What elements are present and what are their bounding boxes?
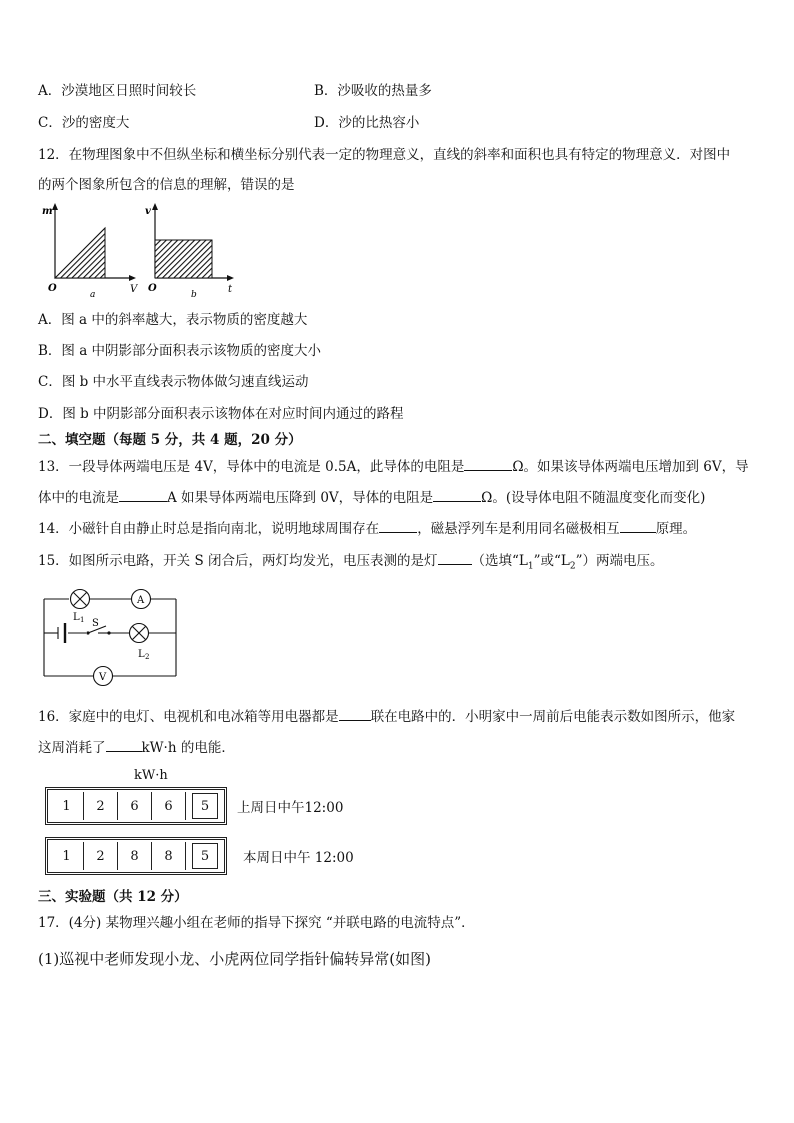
q14-blank-2[interactable] (620, 518, 656, 533)
meter-digit: 6 (152, 792, 186, 820)
q12-graphs (36, 200, 256, 300)
lamp-l2-subscript: 2 (145, 653, 150, 661)
q13-text-4: A 如果导体两端电压降到 0V，导体的电阻是 (167, 490, 434, 506)
q15-text-1: 15．如图所示电路，开关 S 闭合后，两灯均发光，电压表测的是灯 (38, 553, 438, 569)
q12-stem-line1: 12．在物理图象中不但纵坐标和横坐标分别代表一定的物理意义，直线的斜率和面积也具有特定的物理意义．对图中 (38, 147, 731, 163)
q13-blank-1[interactable] (464, 456, 512, 471)
q16-line1 (38, 706, 735, 727)
q15-blank[interactable] (438, 550, 472, 565)
graph-a-y-label: m (42, 206, 53, 217)
meter-reading-this-week (45, 837, 354, 875)
option-c: C．沙的密度大 (38, 115, 130, 131)
q14-text-2: ，磁悬浮列车是利用同名磁极相互 (417, 521, 620, 537)
meter-label: 上周日中午12:00 (237, 800, 344, 816)
q12-option-c: C．图 b 中水平直线表示物体做匀速直线运动 (38, 374, 309, 390)
q13-text-1: 13．一段导体两端电压是 4V，导体中的电流是 0.5A，此导体的电阻是 (38, 459, 465, 475)
graph-a-x-label: V (130, 284, 138, 295)
q16-text-4: kW·h 的电能． (141, 740, 235, 756)
graph-b-caption: b (191, 290, 197, 300)
q13-line1 (38, 456, 749, 477)
q16-blank-1[interactable] (339, 706, 371, 721)
meter-decimal-digit: 5 (192, 793, 218, 819)
graph-b-y-label: v (145, 206, 151, 217)
q12-stem-line2: 的两个图象所包含的信息的理解，错误的是 (38, 177, 295, 193)
q17-stem: 17．(4分) 某物理兴趣小组在老师的指导下探究 “并联电路的电流特点”． (38, 915, 475, 931)
q12-option-d: D．图 b 中阴影部分面积表示该物体在对应时间内通过的路程 (38, 406, 404, 422)
q16-blank-2[interactable] (106, 737, 142, 752)
battery-icon (58, 623, 65, 643)
meter-digit: 2 (84, 792, 118, 820)
option-d: D．沙的比热容小 (314, 115, 420, 131)
q12-option-b: B．图 a 中阴影部分面积表示该物质的密度大小 (38, 343, 322, 359)
q14-text-1: 14．小磁针自由静止时总是指向南北，说明地球周围存在 (38, 521, 380, 537)
q13-blank-3[interactable] (433, 487, 481, 502)
meter-digits-box (45, 787, 227, 825)
lamp-l2-label: L (138, 649, 145, 660)
q16-text-3: 这周消耗了 (38, 740, 106, 756)
q15-sub-1: 1 (527, 561, 534, 572)
q13-line2 (38, 487, 705, 508)
q16-line2 (38, 737, 235, 758)
q17-sub-question-1: (1)巡视中老师发现小龙、小虎两位同学指针偏转异常(如图) (38, 950, 431, 968)
meter-digit: 1 (50, 792, 84, 820)
section-2-title: 二、填空题（每题 5 分，共 4 题，20 分） (38, 432, 302, 448)
q13-text-2: Ω。如果该导体两端电压增加到 6V，导 (512, 459, 749, 475)
lamp-l1-icon (71, 590, 90, 609)
meter-reading-last-week (45, 787, 343, 825)
meter-digit: 8 (118, 842, 152, 870)
meter-label: 本周日中午 12:00 (243, 850, 354, 866)
q15-circuit-diagram (36, 585, 186, 693)
graph-b-x-label: t (228, 284, 233, 295)
q15-text-4: ”）两端电压。 (575, 553, 664, 569)
q13-text-5: Ω。(设导体电阻不随温度变化而变化) (481, 490, 706, 506)
q15-sub-2: 2 (569, 561, 576, 572)
option-b: B．沙吸收的热量多 (314, 83, 432, 99)
graph-a (42, 203, 139, 300)
section-3-title: 三、实验题（共 12 分） (38, 889, 188, 905)
q16-text-1: 16．家庭中的电灯、电视机和电冰箱等用电器都是 (38, 709, 339, 725)
q14-blank-1[interactable] (379, 518, 417, 533)
ammeter-label: A (137, 595, 145, 606)
meter-decimal-digit: 5 (192, 843, 218, 869)
graph-a-origin: O (48, 283, 57, 294)
graph-b-origin: O (148, 283, 157, 294)
switch-label: S (92, 618, 99, 629)
graph-a-caption: a (90, 290, 96, 300)
meter-digit: 8 (152, 842, 186, 870)
q16-text-2: 联在电路中的．小明家中一周前后电能表示数如图所示，他家 (370, 709, 736, 725)
meter-digits-box (45, 837, 227, 875)
q13-text-3: 体中的电流是 (38, 490, 119, 506)
graph-b-shaded-area (155, 240, 212, 278)
q13-blank-2[interactable] (119, 487, 167, 502)
lamp-l1-label: L (73, 612, 80, 623)
meter-digit: 6 (118, 792, 152, 820)
graph-a-shaded-area (55, 228, 105, 278)
meter-digit: 2 (84, 842, 118, 870)
q15-text-3: ”或“L (533, 553, 570, 569)
q15-text-2: （选填“L (471, 553, 528, 569)
meter-unit-label: kW·h (134, 768, 168, 783)
q14-line (38, 518, 696, 539)
lamp-l2-icon (109, 624, 149, 643)
option-a: A．沙漠地区日照时间较长 (38, 83, 197, 99)
q15-line (38, 550, 664, 577)
voltmeter-label: V (99, 672, 107, 683)
q14-text-3: 原理。 (655, 521, 697, 537)
meter-digit: 1 (50, 842, 84, 870)
graph-b (145, 203, 234, 300)
lamp-l1-subscript: 1 (80, 616, 85, 624)
q12-option-a: A．图 a 中的斜率越大，表示物质的密度越大 (38, 312, 308, 328)
